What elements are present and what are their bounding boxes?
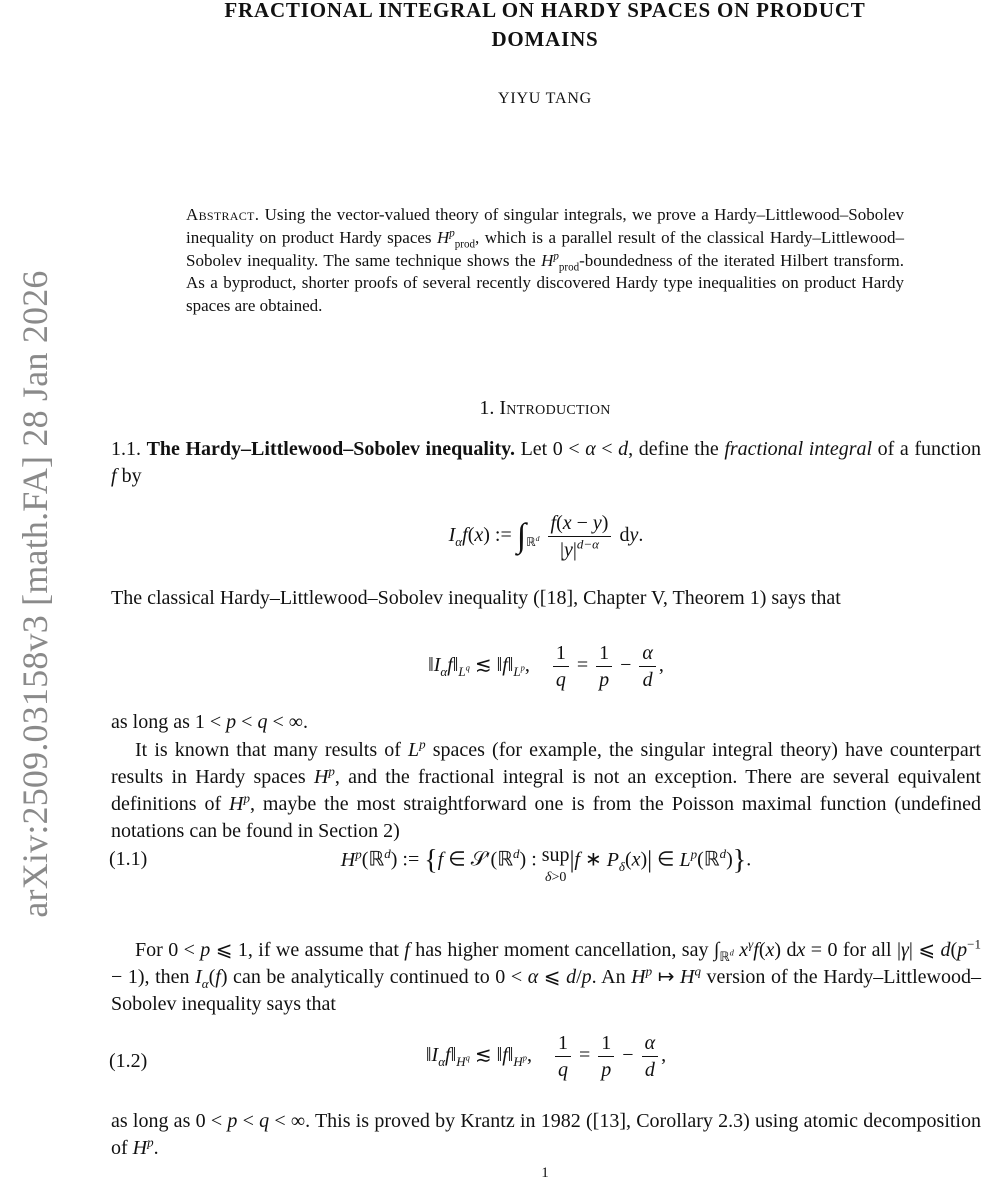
abstract: Abstract. Using the vector-valued theory of singular integrals, we prove a Hardy–Littlewood–Sobolev inequality on product Hardy spaces $H^p_{prod}$, which is a parallel result of the classical Hardy–Littlewood–Sobolev inequality. The same technique shows the $H^p_{prod}$-boundedness of the iterated Hilbert transform. As a byproduct, shorter proofs of several recently discovered Hardy type inequalities on product Hardy spaces are obtained. [186, 205, 904, 316]
equation-number-1-1: (1.1) [109, 848, 148, 870]
author: YIYU TANG [497, 90, 593, 107]
equation-number-1-2: (1.2) [109, 1050, 148, 1072]
section-title: Introduction [499, 397, 611, 419]
section-number: 1. [479, 397, 495, 419]
paragraph-4: It is known that many results of $L^p$ spaces (for example, the singular integral theory) have counterpart results in Hardy spaces $H^p$, and the fractional integral is not an exception. There are several equivalent definitions of $H^p$, maybe the most straightforward one is from the Poisson maximal function (undefined notations can be found in Section 2) [111, 736, 981, 842]
abstract-label: Abstract. [186, 205, 260, 224]
subsection-title: The Hardy–Littlewood–Sobolev inequality. [146, 438, 515, 460]
equation-hardy-hls: $‖I_\alpha f‖_{H^q}$ ≲ $‖f‖_{H^p}$, $\frac{1}{q}$ = $\frac{1}{p}$ − $\frac{\alpha}{d}$ , [425, 1032, 667, 1081]
paragraph-3: as long as 1 < p < q < ∞. [111, 711, 308, 733]
subsection-number: 1.1. [111, 438, 141, 460]
title-line-1: FRACTIONAL INTEGRAL ON HARDY SPACES ON PRODUCT [224, 0, 866, 22]
title-line-2: DOMAINS [491, 27, 599, 51]
paragraph-6: as long as 0 < p < q < ∞. This is proved by Krantz in 1982 ([13], Corollary 2.3) using atomic decomposition of $H^p$. [111, 1110, 981, 1159]
equation-fractional-integral: $I_\alpha f(x)$ := $\int_{ℝ^d}$ $\frac{f(x - y)}{|y|^{d-\alpha}}$ dy. [448, 512, 644, 561]
equation-hardy-space: $H^p(ℝ^d)$ := {f ∈ 𝒮′(ℝ$^d$) : sup δ>0|f ∗ $P_\delta(x)|$ ∈ $L^p(ℝ^d)$}. [340, 844, 752, 885]
paper-title [110, 0, 980, 54]
page-number: 1 [541, 1165, 549, 1181]
section-heading [110, 397, 980, 420]
equation-hls: $‖I_\alpha f‖_{L^q}$ ≲ $‖f‖_{L^p}$, $\frac{1}{q}$ = $\frac{1}{p}$ − $\frac{\alpha}{d}$ , [428, 642, 664, 691]
paragraph-5: For 0 < p ⩽ 1, if we assume that f has higher moment cancellation, say $\int_{ℝ^d}$ $x^\gamma f(x)$ dx = 0 for all |γ| ⩽ $d(p^{-1} - 1)$, then $I_\alpha(f)$ can be analytically continued to 0 < α ⩽ d/p. An $H^p$ ↦ $H^q$ version of the Hardy–Littlewood–Sobolev inequality says that [111, 936, 981, 1015]
paragraph-2: The classical Hardy–Littlewood–Sobolev inequality ([18], Chapter V, Theorem 1) says that [111, 587, 841, 609]
paragraph-1: 1.1. The Hardy–Littlewood–Sobolev inequality. Let 0 < α < d, define the fractional integral of a function f by [111, 438, 982, 487]
arxiv-stamp: arXiv:2509.03158v3 [math.FA] 28 Jan 2026 [15, 270, 55, 918]
